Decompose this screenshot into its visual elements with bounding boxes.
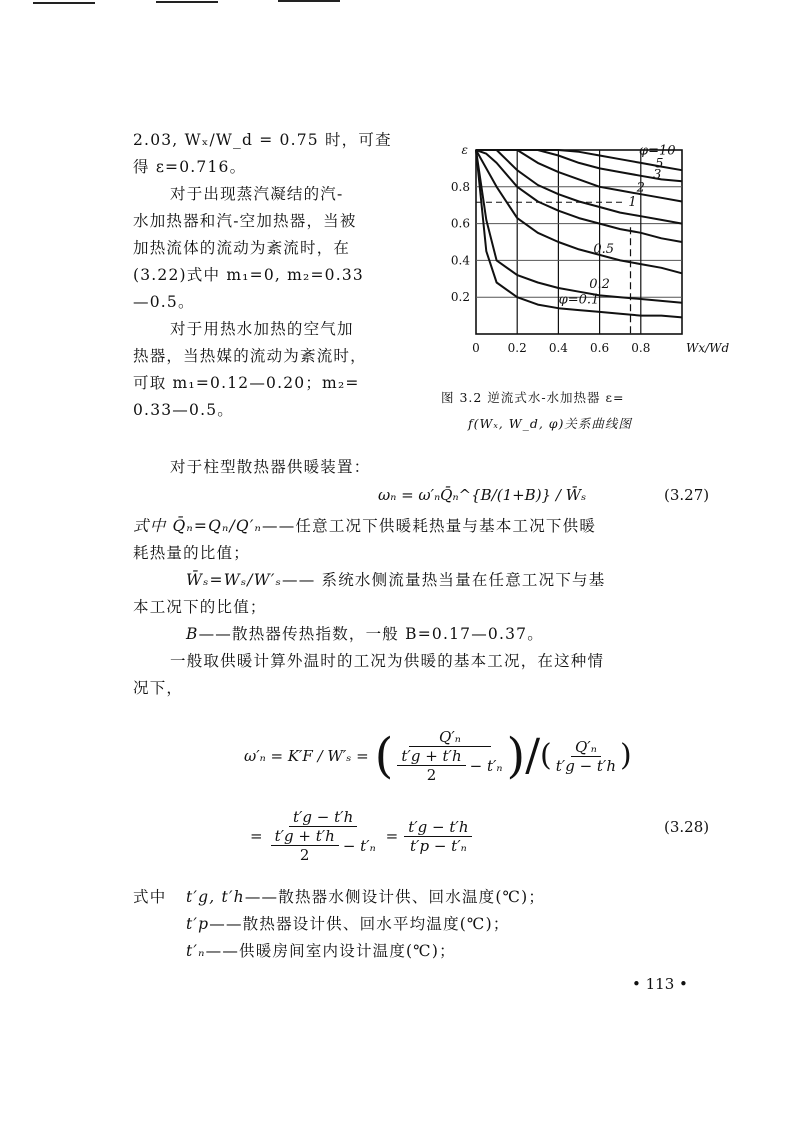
curve-label: 5 bbox=[655, 156, 664, 172]
definition bbox=[133, 513, 596, 539]
fraction bbox=[267, 808, 380, 864]
definition bbox=[186, 621, 544, 647]
figure-caption-line2: f(Wₓ, W_d, φ)关系曲线图 bbox=[468, 416, 632, 431]
denominator bbox=[393, 747, 506, 784]
numerator: Q′ₙ bbox=[571, 738, 601, 757]
y-tick-label: 0.8 bbox=[450, 179, 470, 194]
where-item bbox=[186, 884, 545, 910]
curve-0.2 bbox=[476, 150, 682, 303]
curve-0.5 bbox=[476, 150, 682, 273]
division-slash: / bbox=[525, 730, 541, 781]
equation-3-27 bbox=[378, 486, 586, 504]
denominator: 2 bbox=[426, 766, 437, 784]
text-line: 对于出现蒸汽凝结的汽- bbox=[170, 185, 344, 203]
page-number: • 113 • bbox=[632, 975, 688, 993]
equals: = bbox=[250, 827, 263, 845]
text-line: 对于用热水加热的空气加 bbox=[170, 320, 354, 338]
definition-cont: 本工况下的比值； bbox=[133, 598, 267, 616]
term: − t′ₙ bbox=[469, 756, 503, 775]
text-line: 加热流体的流动为紊流时，在 bbox=[133, 239, 351, 257]
def-text: ——任意工况下供暖耗热量与基本工况下供暖 bbox=[262, 517, 597, 535]
x-axis-label: Wx/Wd bbox=[686, 341, 730, 355]
effectiveness-chart bbox=[440, 135, 740, 365]
y-axis-label: ε bbox=[461, 143, 468, 157]
paragraph-cont: 况下， bbox=[133, 679, 184, 697]
denominator: t′g − t′h bbox=[555, 756, 616, 775]
definition bbox=[186, 567, 605, 593]
eq-lhs: ωₙ bbox=[378, 486, 397, 504]
curve-label: 3 bbox=[653, 167, 662, 183]
y-tick-label: 0.2 bbox=[450, 290, 470, 305]
text-line: 2.03, Wₓ/W_d = 0.75 时，可查 bbox=[133, 131, 392, 149]
eq-lhs: ω′ₙ = K′F / W′ₛ = bbox=[244, 747, 369, 765]
header-rule bbox=[33, 2, 95, 4]
where-item bbox=[186, 911, 510, 937]
bracket-close: ) bbox=[506, 728, 526, 784]
fraction bbox=[552, 738, 620, 775]
paren-open: ( bbox=[540, 738, 552, 773]
where-item bbox=[186, 938, 456, 964]
curve-label: 1 bbox=[628, 195, 637, 211]
where-term: t′g, t′h bbox=[186, 888, 245, 906]
numerator: Q′ₙ bbox=[409, 728, 491, 747]
fraction bbox=[393, 728, 506, 784]
header-rule bbox=[156, 1, 218, 3]
equation-3-28-line2 bbox=[250, 808, 472, 864]
equation-number: (3.27) bbox=[664, 486, 710, 504]
denominator: t′p − t′ₙ bbox=[410, 836, 467, 855]
def-term: 式中 Q̄ₙ=Qₙ/Q′ₙ bbox=[133, 517, 263, 535]
curve-label: 0.5 bbox=[593, 242, 615, 258]
def-text: ——散热器传热指数，一般 B=0.17—0.37。 bbox=[198, 625, 544, 643]
numerator: t′g − t′h bbox=[289, 808, 357, 827]
def-term: W̄ₛ=Wₛ/W′ₛ bbox=[186, 571, 282, 589]
where-term: t′p bbox=[186, 915, 210, 933]
definition-cont: 耗热量的比值； bbox=[133, 544, 250, 562]
x-tick-label: 0.8 bbox=[631, 341, 651, 355]
equation-number: (3.28) bbox=[664, 818, 710, 836]
text-line: 热器，当热媒的流动为紊流时， bbox=[133, 347, 367, 365]
where-text: ——散热器设计供、回水平均温度(℃)； bbox=[209, 915, 510, 933]
denominator: 2 bbox=[299, 846, 310, 864]
paragraph: 一般取供暖计算外温时的工况为供暖的基本工况，在这种情 bbox=[170, 652, 605, 670]
term: − t′ₙ bbox=[342, 836, 376, 855]
eq-rhs: = ω′ₙQ̄ₙ^{B/(1+B)} / W̄ₛ bbox=[401, 486, 587, 504]
y-tick-label: 0.4 bbox=[450, 253, 470, 268]
figure-caption-line1: 图 3.2 逆流式水-水加热器 ε= bbox=[441, 390, 625, 405]
curve-label: φ=0.1 bbox=[558, 292, 600, 308]
x-tick-label: 0.2 bbox=[507, 341, 527, 355]
header-rule bbox=[278, 0, 340, 2]
where-text: ——供暖房间室内设计温度(℃)； bbox=[205, 942, 456, 960]
def-text: —— 系统水侧流量热当量在任意工况下与基 bbox=[282, 571, 606, 589]
bracket-open: ( bbox=[374, 728, 394, 784]
paragraph: 对于柱型散热器供暖装置： bbox=[170, 458, 371, 476]
text-line: (3.22)式中 m₁=0, m₂=0.33 bbox=[133, 266, 364, 284]
text-line: —0.5。 bbox=[133, 293, 195, 311]
numerator: t′g + t′h bbox=[397, 747, 465, 766]
equation-3-28-line1 bbox=[244, 728, 632, 784]
where-label: 式中 bbox=[133, 888, 167, 906]
fraction bbox=[404, 818, 472, 855]
text-line: 水加热器和汽-空加热器，当被 bbox=[133, 212, 357, 230]
x-tick-label: 0.4 bbox=[548, 341, 568, 355]
x-tick-label: 0.6 bbox=[590, 341, 610, 355]
x-tick-label: 0 bbox=[472, 341, 480, 355]
text-line: 可取 m₁=0.12—0.20；m₂= bbox=[133, 374, 360, 392]
paren-close: ) bbox=[620, 738, 632, 773]
where-text: ——散热器水侧设计供、回水温度(℃)； bbox=[244, 888, 546, 906]
curve-label: 2 bbox=[636, 180, 645, 196]
denominator bbox=[267, 827, 380, 864]
def-term: B bbox=[186, 625, 199, 643]
curve-label: φ=10 bbox=[639, 143, 676, 159]
where-term: t′ₙ bbox=[186, 942, 206, 960]
numerator: t′g + t′h bbox=[271, 827, 339, 846]
text-line: 0.33—0.5。 bbox=[133, 401, 234, 419]
curve-label: 0.2 bbox=[589, 277, 610, 292]
text-line: 得 ε=0.716。 bbox=[133, 158, 247, 176]
y-tick-label: 0.6 bbox=[450, 216, 470, 231]
equals: = bbox=[385, 827, 399, 845]
numerator: t′g − t′h bbox=[404, 818, 472, 837]
